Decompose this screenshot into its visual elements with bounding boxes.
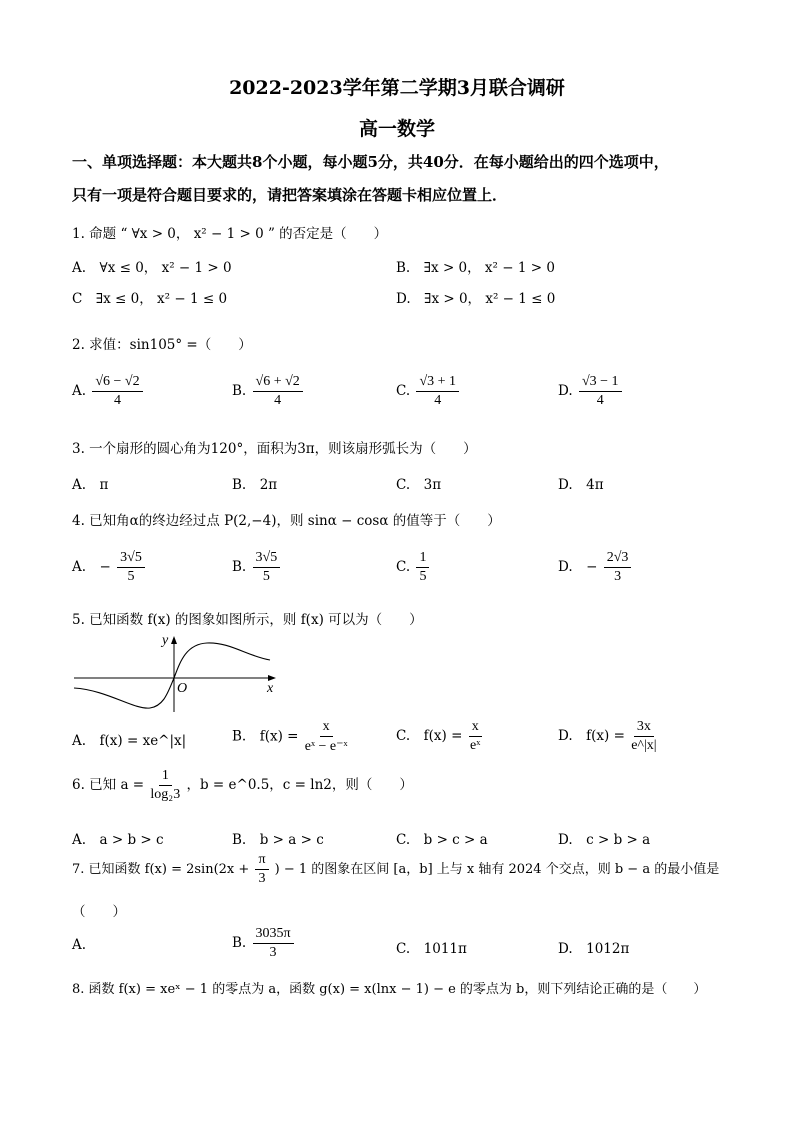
question-4-option-b xyxy=(232,550,282,585)
function-graph xyxy=(72,632,282,714)
option-a-fraction xyxy=(92,374,142,409)
option-c-fraction xyxy=(469,719,482,754)
option-b-fraction xyxy=(253,550,281,585)
option-a-label: A. xyxy=(72,383,87,399)
page-title: 2022-2023学年第二学期3月联合调研 xyxy=(229,77,565,99)
question-5-option-d xyxy=(558,719,659,754)
fraction-denominator: log₂3 xyxy=(150,787,181,802)
question-1-option-b: B. ∃x > 0， x² − 1 > 0 xyxy=(396,260,555,276)
question-3-option-a: A. π xyxy=(72,477,109,493)
option-d-fraction xyxy=(604,550,632,585)
option-b-fraction xyxy=(253,926,294,961)
page-subtitle: 高一数学 xyxy=(358,118,435,140)
option-b-label: B. f(x) = xyxy=(232,728,299,745)
option-c-fraction xyxy=(416,374,459,409)
fraction-numerator: 3x xyxy=(634,719,654,737)
fraction-numerator: 1 xyxy=(416,550,429,568)
fraction-numerator: π xyxy=(255,852,268,870)
question-6-stem xyxy=(72,768,413,803)
option-b-label: B. xyxy=(232,559,247,575)
question-8-stem: 8. 函数 f(x) = xeˣ − 1 的零点为 a，函数 g(x) = x(lnx − 1) − e 的零点为 b，则下列结论正确的是（ ） xyxy=(72,982,707,997)
fraction-denominator: 3 xyxy=(614,569,622,584)
question-1-option-d: D. ∃x > 0， x² − 1 ≤ 0 xyxy=(396,291,556,307)
question-7-option-b xyxy=(232,926,296,961)
fraction-numerator: √3 + 1 xyxy=(416,374,459,392)
option-b-label: B. xyxy=(232,383,247,399)
option-d-label: D. xyxy=(558,383,573,399)
question-2-option-d xyxy=(558,374,624,409)
stem-fraction xyxy=(150,768,180,803)
question-5-option-c xyxy=(396,719,484,754)
option-c-label: C. f(x) = xyxy=(396,728,463,744)
fraction-numerator: √6 − √2 xyxy=(92,374,142,392)
fraction-numerator: 3√5 xyxy=(253,550,281,568)
fraction-denominator: 3 xyxy=(258,871,266,886)
fraction-denominator: e^|x| xyxy=(631,738,657,753)
fraction-numerator: √3 − 1 xyxy=(579,374,622,392)
y-axis-label: y xyxy=(162,633,169,648)
option-c-label: C. xyxy=(396,383,411,399)
question-4-stem: 4. 已知角α的终边经过点 P(2,−4)，则 sinα − cosα 的值等于（ ） xyxy=(72,513,501,529)
option-a-fraction xyxy=(117,550,145,585)
question-7-option-c: C. 1011π xyxy=(396,941,467,957)
fraction-denominator: 5 xyxy=(262,569,270,584)
section-heading-line1: 一、单项选择题：本大题共8个小题，每小题5分，共40分．在每小题给出的四个选项中， xyxy=(72,153,669,171)
stem-prefix: 7. 已知函数 f(x) = 2sin(2x + xyxy=(72,862,250,877)
question-1-option-a: A. ∀x ≤ 0， x² − 1 > 0 xyxy=(72,260,232,276)
option-b-label: B. xyxy=(232,935,247,951)
question-3-option-b: B. 2π xyxy=(232,477,278,493)
question-5-stem: 5. 已知函数 f(x) 的图象如图所示，则 f(x) 可以为（ ） xyxy=(72,612,423,628)
fraction-numerator: x xyxy=(469,719,482,737)
fraction-numerator: 3√5 xyxy=(117,550,145,568)
stem-suffix: ，b = e^0.5，c = ln2，则（ ） xyxy=(186,777,413,793)
fraction-denominator: eˣ − e⁻ˣ xyxy=(304,739,348,754)
question-2-stem: 2. 求值：sin105° =（ ） xyxy=(72,337,252,353)
fraction-denominator: 5 xyxy=(127,569,135,584)
fraction-denominator: 5 xyxy=(419,569,427,584)
question-6-option-a: A. a > b > c xyxy=(72,832,164,848)
option-d-label: D. − xyxy=(558,559,598,575)
fraction-numerator: 2√3 xyxy=(604,550,632,568)
question-5-option-a: A. f(x) = xe^|x| xyxy=(72,733,187,749)
fraction-denominator: eˣ xyxy=(470,738,481,753)
fraction-denominator: 4 xyxy=(434,393,442,408)
question-7-stem-line2: （ ） xyxy=(72,904,126,920)
stem-fraction xyxy=(255,852,268,887)
question-4-option-d xyxy=(558,550,633,585)
question-6-option-c: C. b > c > a xyxy=(396,832,488,848)
question-2-option-b xyxy=(232,374,305,409)
question-1-option-c: C ∃x ≤ 0， x² − 1 ≤ 0 xyxy=(72,291,228,307)
function-curve xyxy=(74,643,270,708)
option-d-fraction xyxy=(631,719,656,754)
fraction-denominator: 3 xyxy=(269,945,277,960)
option-b-fraction xyxy=(305,719,348,755)
question-3-stem: 3. 一个扇形的圆心角为120°，面积为3π，则该扇形弧长为（ ） xyxy=(72,441,477,457)
question-6-option-b: B. b > a > c xyxy=(232,832,324,848)
fraction-numerator: x xyxy=(320,719,333,737)
y-axis-arrow xyxy=(171,636,177,644)
question-3-option-d: D. 4π xyxy=(558,477,604,493)
question-2-option-c xyxy=(396,374,461,409)
question-2-option-a xyxy=(72,374,145,409)
option-d-fraction xyxy=(579,374,622,409)
fraction-numerator: √6 + √2 xyxy=(253,374,303,392)
question-7-option-d: D. 1012π xyxy=(558,941,630,957)
x-axis-label: x xyxy=(267,681,274,696)
question-7-stem xyxy=(72,852,719,887)
option-c-label: C. xyxy=(396,559,411,575)
option-a-label: A. − xyxy=(72,559,111,575)
question-4-option-a xyxy=(72,550,147,585)
option-d-label: D. f(x) = xyxy=(558,728,625,744)
option-c-fraction xyxy=(416,550,429,585)
fraction-denominator: 4 xyxy=(113,393,121,408)
origin-label: O xyxy=(177,681,188,696)
stem-prefix: 6. 已知 a = xyxy=(72,777,145,793)
question-4-option-c xyxy=(396,550,431,585)
fraction-numerator: 1 xyxy=(159,768,172,786)
fraction-denominator: 4 xyxy=(274,393,282,408)
stem-suffix: ) − 1 的图象在区间 [a，b] 上与 x 轴有 2024 个交点，则 b − a 的最小值是 xyxy=(274,862,720,877)
fraction-denominator: 4 xyxy=(596,393,604,408)
section-heading-line2: 只有一项是符合题目要求的，请把答案填涂在答题卡相应位置上． xyxy=(72,186,508,204)
question-3-option-c: C. 3π xyxy=(396,477,442,493)
question-6-option-d: D. c > b > a xyxy=(558,832,651,848)
question-5-option-b xyxy=(232,719,350,755)
option-b-fraction xyxy=(253,374,303,409)
question-1-stem: 1. 命题 “ ∀x > 0， x² − 1 > 0 ” 的否定是（ ） xyxy=(72,226,388,242)
fraction-numerator: 3035π xyxy=(253,926,294,944)
question-7-option-a: A. xyxy=(72,937,87,953)
